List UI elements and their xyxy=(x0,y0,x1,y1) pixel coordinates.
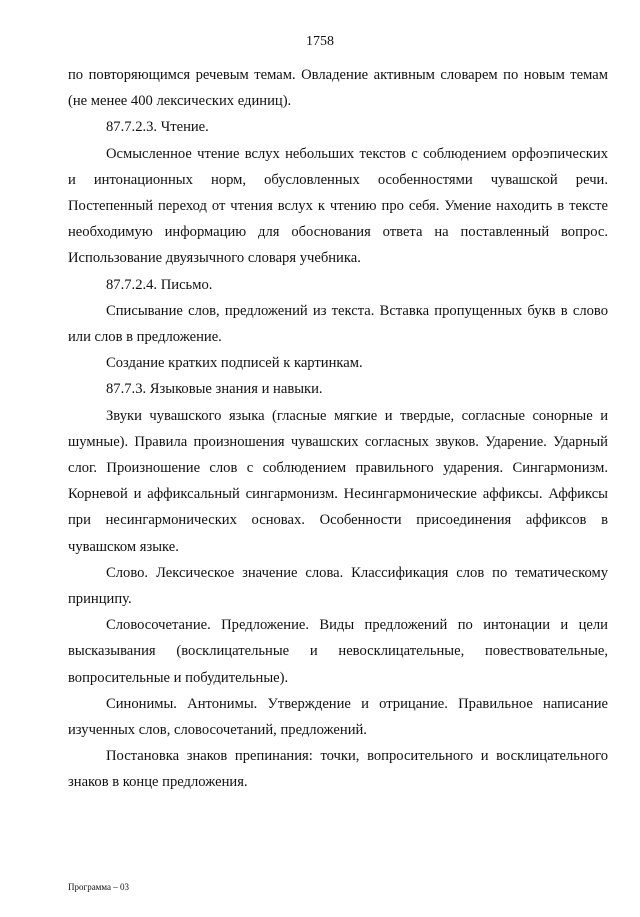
section-heading-language-skills: 87.7.3. Языковые знания и навыки. xyxy=(106,381,323,398)
section-heading-writing: 87.7.2.4. Письмо. xyxy=(106,276,213,293)
page-footer: Программа – 03 xyxy=(68,882,130,892)
paragraph-sentence: Словосочетание. Предложение. Виды предложений по интонации и цели высказывания (восклицательные и невосклицательные, повествовательные, вопросительные и побудительные). xyxy=(68,617,608,686)
paragraph-reading: Осмысленное чтение вслух небольших текстов с соблюдением орфоэпических и интонационных норм, обусловленных особенностями чувашской речи. Постепенный переход от чтения вслух к чтению про себя. Умение находить в тексте необходимую информацию для обоснования ответа на поставленный вопрос. Использование двуязычного словаря учебника. xyxy=(68,145,608,267)
document-body xyxy=(68,62,608,796)
paragraph-word: Слово. Лексическое значение слова. Классификация слов по тематическому принципу. xyxy=(68,564,608,608)
paragraph-punctuation: Постановка знаков препинания: точки, вопросительного и восклицательного знаков в конце предложения. xyxy=(68,748,608,791)
section-heading-reading: 87.7.2.3. Чтение. xyxy=(106,119,209,136)
paragraph-copying: Списывание слов, предложений из текста. Вставка пропущенных букв в слово или слов в предложение. xyxy=(68,302,608,346)
paragraph-continuation: по повторяющимся речевым темам. Овладение активным словарем по новым темам (не менее 400 лексических единиц). xyxy=(68,67,608,110)
paragraph-sounds: Звуки чувашского языка (гласные мягкие и твердые, согласные сонорные и шумные). Правила произношения чувашских согласных звуков. Ударение. Ударный слог. Произношение слов с соблюдением правильного ударения. Сингармонизм. Корневой и аффиксальный сингармонизм. Несингармонические аффиксы. Аффиксы при несингармонических основах. Особенности присоединения аффиксов в чувашском языке. xyxy=(68,407,608,555)
page-number: 1758 xyxy=(306,34,334,49)
paragraph-synonyms: Синонимы. Антонимы. Утверждение и отрицание. Правильное написание изученных слов, словосочетаний, предложений. xyxy=(68,695,608,739)
paragraph-captions: Создание кратких подписей к картинкам. xyxy=(106,355,363,372)
